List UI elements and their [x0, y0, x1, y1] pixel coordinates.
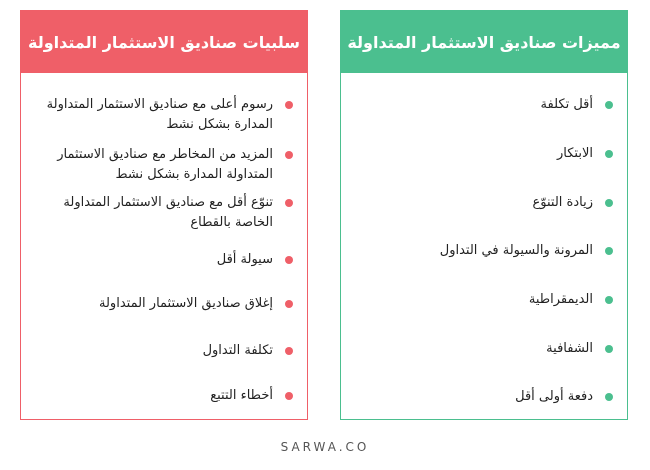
pros-item-text: دفعة أولى أقل [515, 389, 593, 404]
bullet-dot-icon [285, 256, 293, 264]
cons-item [217, 250, 293, 270]
pros-title: مميزات صناديق الاستثمار المتداولة [347, 32, 621, 52]
pros-header [341, 11, 627, 73]
bullet-dot-icon [605, 199, 613, 207]
pros-item [546, 339, 613, 359]
cons-item [210, 386, 293, 406]
bullet-dot-icon [285, 392, 293, 400]
cons-item [43, 145, 293, 185]
bullet-dot-icon [285, 101, 293, 109]
cons-item-text: رسوم أعلى مع صناديق الاستثمار المتداولة المدارة بشكل نشط [46, 97, 273, 132]
cons-item [203, 341, 293, 361]
cons-header [21, 11, 307, 73]
pros-item-text: الديمقراطية [528, 292, 593, 307]
footer-brand [0, 440, 650, 454]
cons-item [99, 294, 293, 314]
pros-item-text: الابتكار [557, 146, 593, 161]
pros-item [557, 144, 613, 164]
pros-item [529, 290, 613, 310]
cons-item-text: المزيد من المخاطر مع صناديق الاستثمار المتداولة المدارة بشكل نشط [57, 147, 273, 182]
pros-item-text: أقل تكلفة [540, 97, 593, 112]
bullet-dot-icon [605, 101, 613, 109]
bullet-dot-icon [605, 345, 613, 353]
bullet-dot-icon [285, 347, 293, 355]
cons-item [43, 95, 293, 135]
bullet-dot-icon [605, 247, 613, 255]
cons-item-text: أخطاء التتبع [210, 388, 273, 403]
pros-item [515, 387, 613, 407]
cons-item-text: إغلاق صناديق الاستثمار المتداولة [99, 296, 273, 311]
cons-item [43, 193, 293, 233]
cons-list [21, 73, 307, 419]
cons-item-text: تنوّع أقل مع صناديق الاستثمار المتداولة الخاصة بالقطاع [63, 195, 273, 230]
cons-item-text: سيولة أقل [216, 252, 273, 267]
pros-item-text: الشفافية [546, 341, 593, 356]
bullet-dot-icon [285, 199, 293, 207]
pros-item-text: المرونة والسيولة في التداول [439, 243, 593, 258]
bullet-dot-icon [285, 300, 293, 308]
cons-title: سلبيات صناديق الاستثمار المتداولة [27, 32, 301, 52]
pros-item [533, 193, 613, 213]
pros-item [440, 241, 613, 261]
pros-item [541, 95, 613, 115]
pros-item-text: زيادة التنوّع [532, 195, 593, 210]
bullet-dot-icon [605, 296, 613, 304]
bullet-dot-icon [285, 151, 293, 159]
bullet-dot-icon [605, 393, 613, 401]
cons-item-text: تكلفة التداول [202, 343, 273, 358]
footer-brand-text: SARWA.CO [280, 440, 370, 454]
cons-card [20, 10, 308, 420]
pros-card [340, 10, 628, 420]
bullet-dot-icon [605, 150, 613, 158]
pros-list [341, 73, 627, 419]
